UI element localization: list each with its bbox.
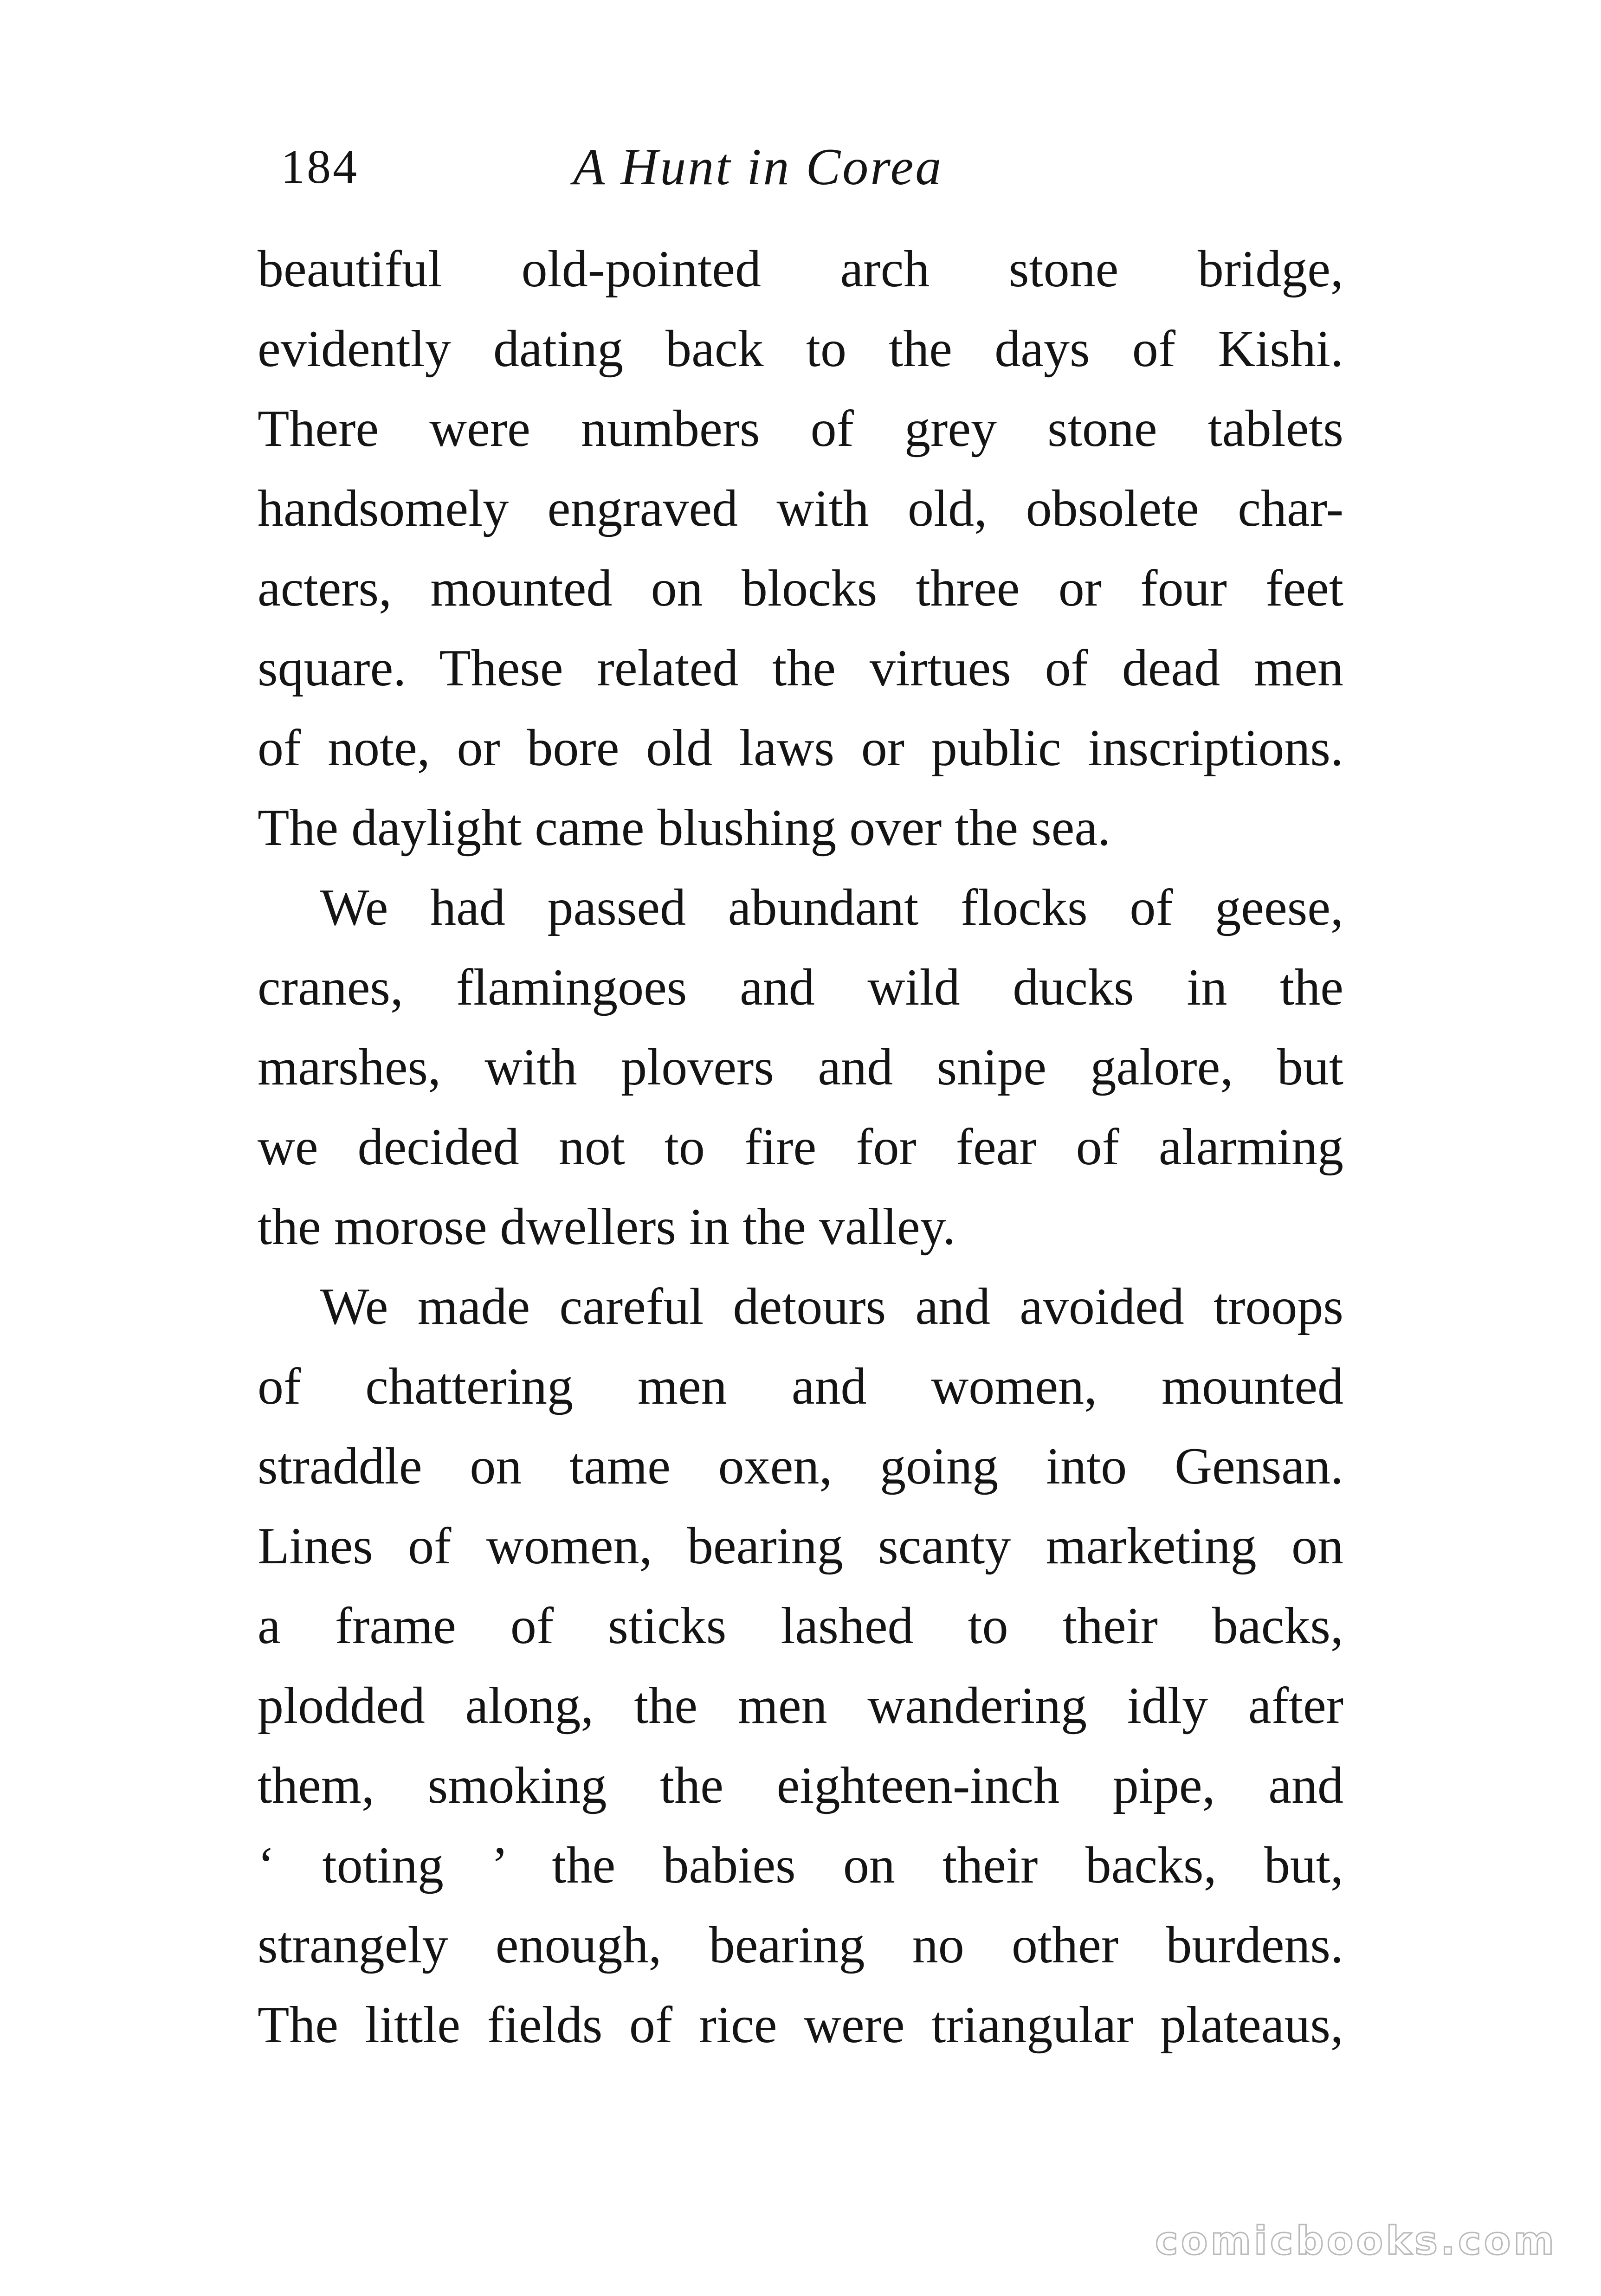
paragraph-1 [258,229,1343,868]
paragraph-3 [258,1267,1343,2065]
text-line: strangely enough, bearing no other burdens. [258,1916,1343,1974]
text-line: cranes, flamingoes and wild ducks in the [258,959,1343,1016]
running-title: A Hunt in Corea [573,138,943,196]
text-line: The daylight came blushing over the sea. [258,799,1111,857]
text-line: plodded along, the men wandering idly after [258,1677,1343,1735]
text-line: acters, mounted on blocks three or four feet [258,560,1343,617]
text-line: a frame of sticks lashed to their backs, [258,1597,1343,1655]
text-line: There were numbers of grey stone tablets [258,400,1343,458]
text-line: evidently dating back to the days of Kishi. [258,320,1343,378]
page-header [281,132,1339,202]
text-line: them, smoking the eighteen-inch pipe, and [258,1757,1343,1814]
paragraph-2 [258,868,1343,1267]
text-line: Lines of women, bearing scanty marketing on [258,1517,1343,1575]
text-line: marshes, with plovers and snipe galore, but [258,1038,1343,1096]
text-line: The little fields of rice were triangular plateaus, [258,1996,1343,2054]
text-line: the morose dwellers in the valley. [258,1198,956,1256]
text-line: We had passed abundant flocks of geese, [320,879,1343,936]
text-line: of chattering men and women, mounted [258,1358,1343,1415]
text-line: straddle on tame oxen, going into Gensan. [258,1438,1343,1495]
watermark: comicbooks.com [1155,2218,1557,2264]
body-text [258,229,1343,2065]
text-line: ‘ toting ’ the babies on their backs, but, [258,1837,1343,1894]
text-line: We made careful detours and avoided troops [320,1278,1343,1335]
text-line: of note, or bore old laws or public inscriptions. [258,719,1343,777]
text-line: handsomely engraved with old, obsolete char- [258,480,1343,537]
text-line: we decided not to fire for fear of alarming [258,1118,1343,1176]
text-line: beautiful old-pointed arch stone bridge, [258,240,1343,298]
page-number: 184 [281,140,359,193]
text-line: square. These related the virtues of dead men [258,639,1343,697]
